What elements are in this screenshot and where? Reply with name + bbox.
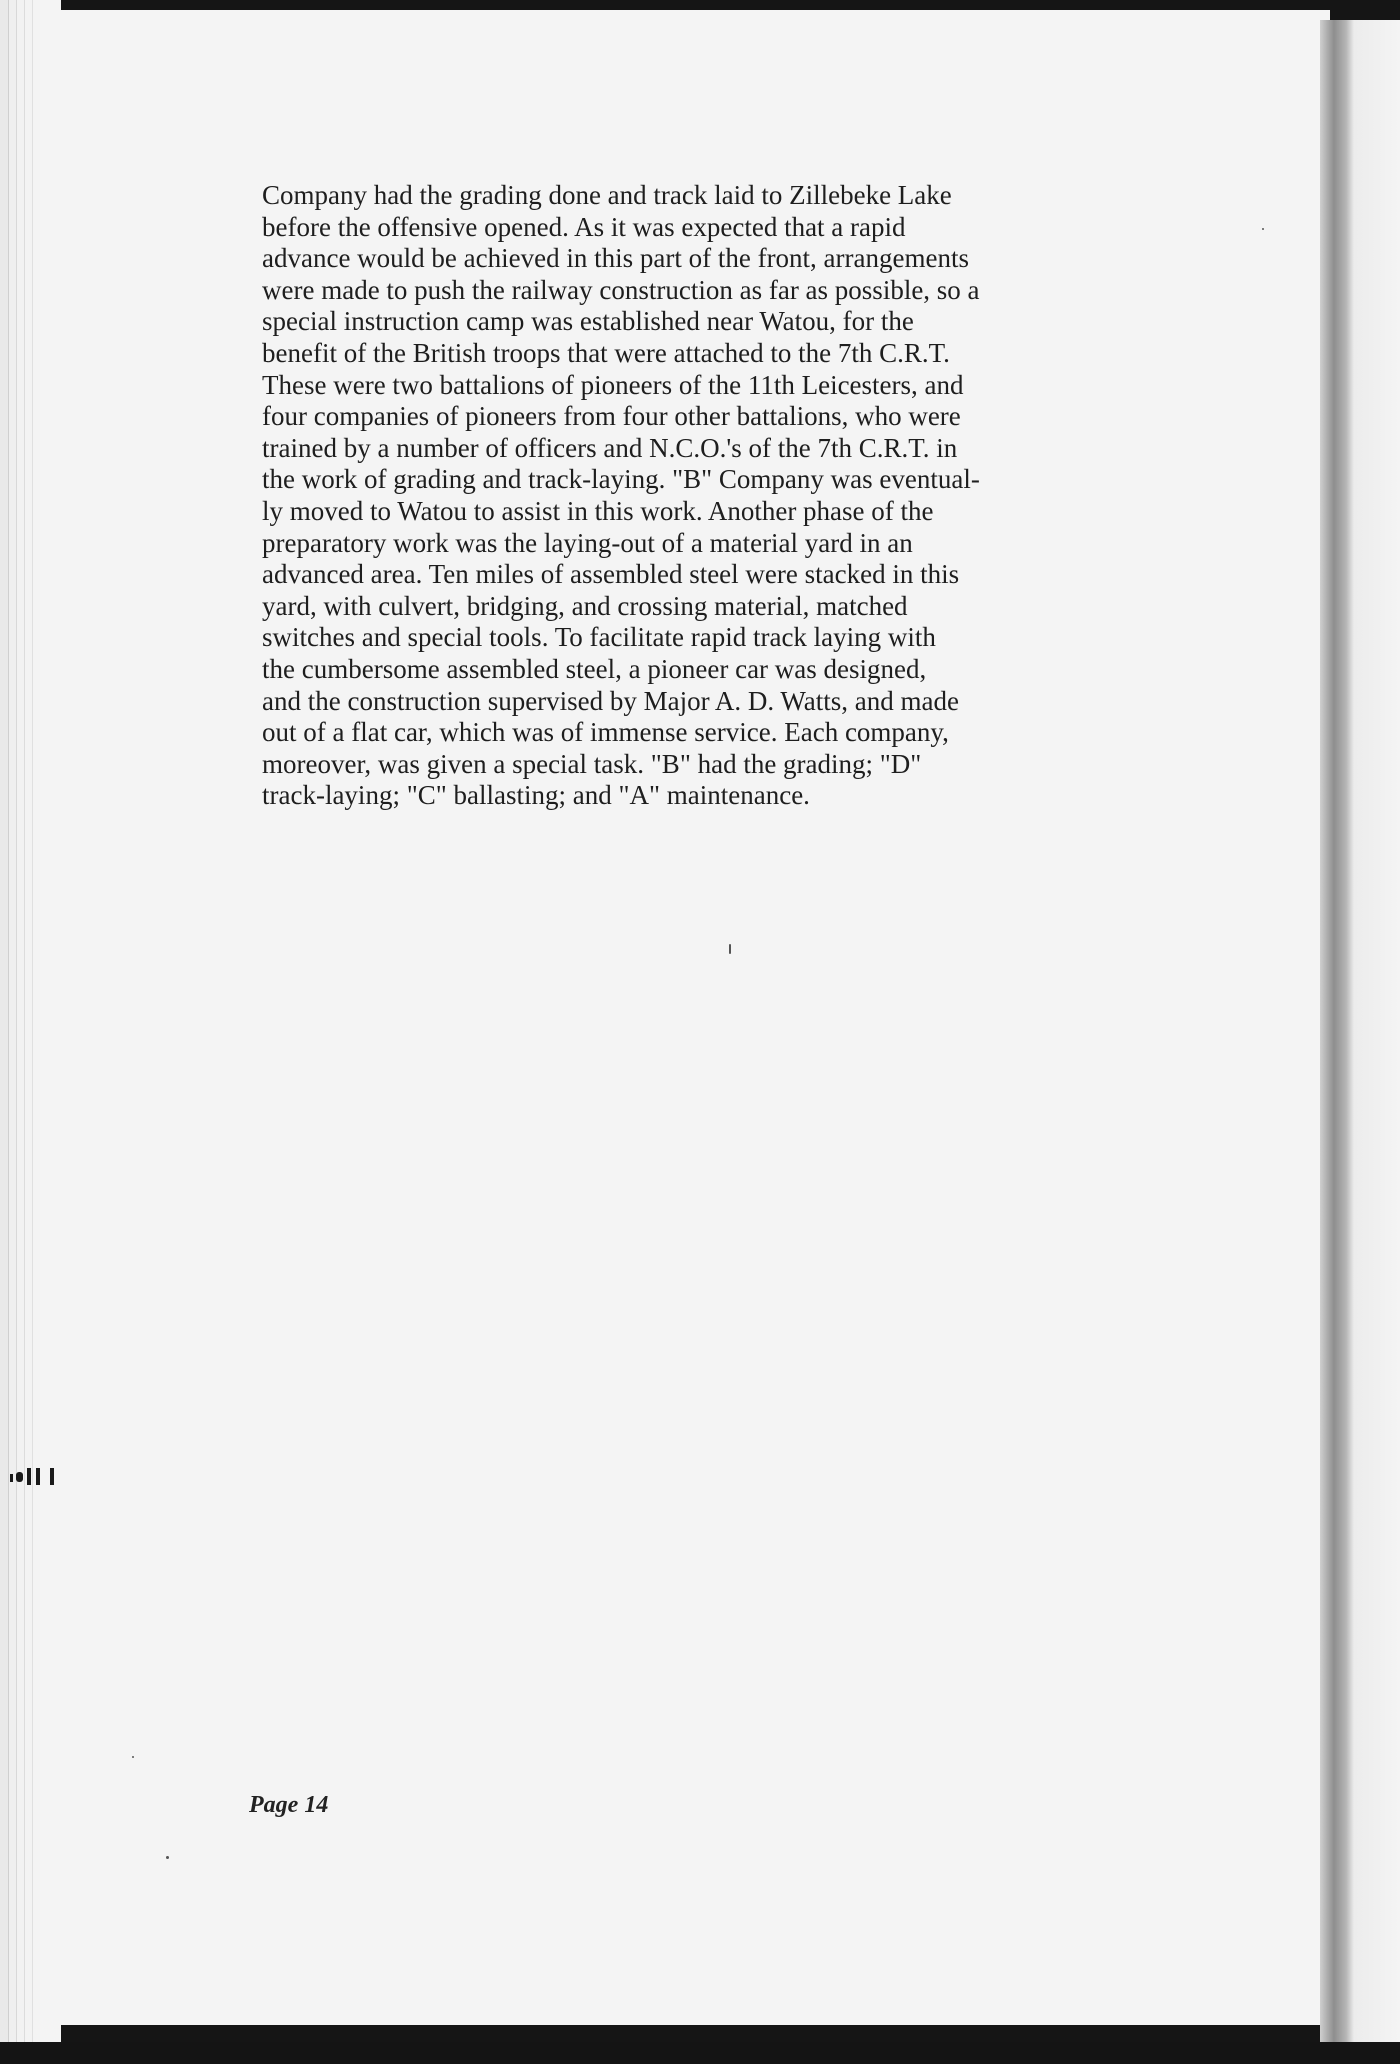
dust-speck	[729, 944, 731, 954]
dust-speck	[132, 1756, 134, 1758]
page-number: Page 14	[249, 1792, 329, 1818]
scan-border	[0, 2042, 1400, 2064]
book-gutter	[1320, 20, 1400, 2042]
body-paragraph: Company had the grading done and track laid to Zillebeke Lake before the offensive opened. As it was expected that a rapid advance would be achieved in this part of the front, arrangements were made to push the railway construction as far as possible, so a special instruction camp was established near Watou, for the benefit of the British troops that were attached to the 7th C.R.T. These were two battalions of pioneers of the 11th Leicesters, and four companies of pioneers from four other battalions, who were trained by a number of officers and N.C.O.'s of the 7th C.R.T. in the work of grading and track-laying. "B" Company was eventual- ly moved to Watou to assist in this work. Another phase of the preparatory work was the laying-out of a material yard in an advanced area. Ten miles of assembled steel were stacked in this yard, with culvert, bridging, and crossing material, matched switches and special tools. To facilitate rapid track laying with the cumbersome assembled steel, a pioneer car was designed, and the construction supervised by Major A. D. Watts, and made out of a flat car, which was of immense service. Each company, moreover, was given a special task. "B" had the grading; "D" track-laying; "C" ballasting; and "A" maintenance.	[262, 180, 980, 811]
scan-registration-mark	[10, 1466, 56, 1486]
dust-speck	[1262, 228, 1264, 230]
dust-speck	[166, 1856, 169, 1859]
